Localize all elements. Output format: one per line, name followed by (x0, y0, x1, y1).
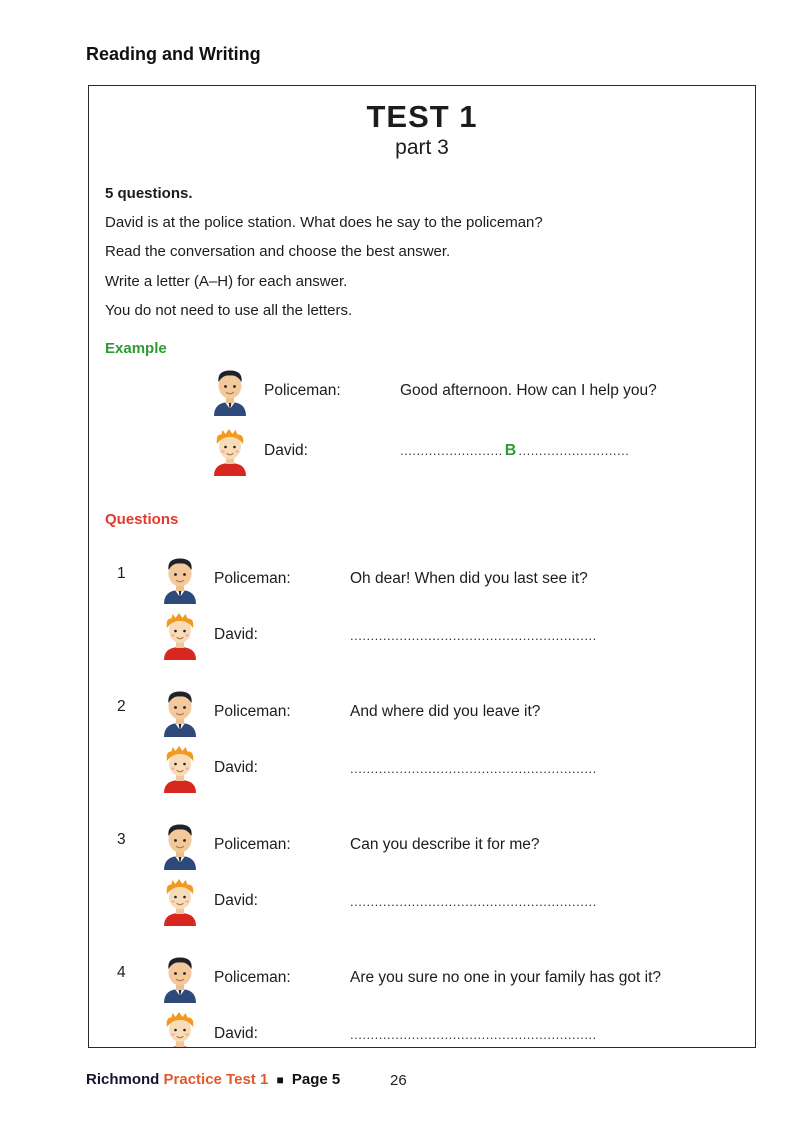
policeman-row (159, 686, 755, 738)
example-conversation (209, 365, 755, 477)
question-number: 4 (117, 964, 126, 981)
david-row (159, 875, 755, 927)
question-count: 5 questions. (105, 185, 193, 202)
policeman-avatar-icon (159, 953, 201, 1003)
footer-separator-square: ■ (276, 1073, 284, 1087)
example-david-row (209, 425, 755, 477)
speaker-label: David: (264, 442, 308, 459)
david-row (159, 742, 755, 794)
speaker-label: Policeman: (214, 703, 291, 720)
speaker-label: Policeman: (214, 969, 291, 986)
question-number: 1 (117, 565, 126, 582)
instruction-line: You do not need to use all the letters. (105, 301, 353, 319)
policeman-row (159, 819, 755, 871)
test-frame (88, 85, 756, 1048)
instructions-block (105, 185, 735, 321)
footer-page-label: Page 5 (291, 1071, 341, 1088)
footer-credit (86, 1071, 340, 1088)
question-block-2 (117, 682, 755, 794)
question-number: 3 (117, 831, 126, 848)
speaker-label: Policeman: (264, 382, 341, 399)
policeman-row (159, 952, 755, 1004)
answer-blank: ............................................................ (350, 760, 597, 776)
example-heading: Example (105, 340, 167, 357)
example-answer-line (400, 442, 629, 460)
policeman-avatar-icon (159, 820, 201, 870)
example-answer-value: B (504, 442, 517, 459)
answer-dots: ........................... (518, 443, 630, 458)
example-policeman-row (209, 365, 755, 417)
question-block-4 (117, 948, 755, 1048)
policeman-avatar-icon (209, 366, 251, 416)
speaker-label: David: (214, 1025, 258, 1042)
david-row (159, 1008, 755, 1048)
question-block-1 (117, 549, 755, 661)
david-avatar-icon (159, 610, 201, 660)
dialogue-line: And where did you leave it? (350, 703, 541, 720)
test-title: TEST 1 (366, 99, 478, 134)
footer-book-title: Practice Test 1 (163, 1071, 269, 1088)
instruction-line: Read the conversation and choose the best answer. (105, 243, 451, 261)
instruction-line: Write a letter (A–H) for each answer. (105, 272, 348, 290)
david-row (159, 609, 755, 661)
speaker-label: Policeman: (214, 836, 291, 853)
instruction-line: David is at the police station. What does he say to the policeman? (105, 214, 543, 231)
policeman-avatar-icon (159, 554, 201, 604)
dialogue-line: Are you sure no one in your family has got it? (350, 969, 662, 986)
speaker-label: David: (214, 759, 258, 776)
question-block-3 (117, 815, 755, 927)
policeman-row (159, 553, 755, 605)
speaker-label: Policeman: (214, 570, 291, 587)
david-avatar-icon (159, 743, 201, 793)
page-title: Reading and Writing (86, 44, 261, 64)
page-number: 26 (390, 1072, 407, 1089)
footer-brand: Richmond (86, 1071, 160, 1088)
test-subtitle: part 3 (395, 136, 449, 159)
david-avatar-icon (209, 426, 251, 476)
speaker-label: David: (214, 626, 258, 643)
david-avatar-icon (159, 876, 201, 926)
answer-blank: ............................................................ (350, 893, 597, 909)
dialogue-line: Good afternoon. How can I help you? (400, 382, 657, 399)
questions-heading: Questions (105, 511, 179, 528)
answer-blank: ............................................................ (350, 1026, 597, 1042)
answer-dots: ......................... (400, 443, 503, 458)
answer-blank: ............................................................ (350, 627, 597, 643)
david-avatar-icon (159, 1009, 201, 1048)
dialogue-line: Can you describe it for me? (350, 836, 540, 853)
question-number: 2 (117, 698, 126, 715)
dialogue-line: Oh dear! When did you last see it? (350, 570, 588, 587)
speaker-label: David: (214, 892, 258, 909)
policeman-avatar-icon (159, 687, 201, 737)
